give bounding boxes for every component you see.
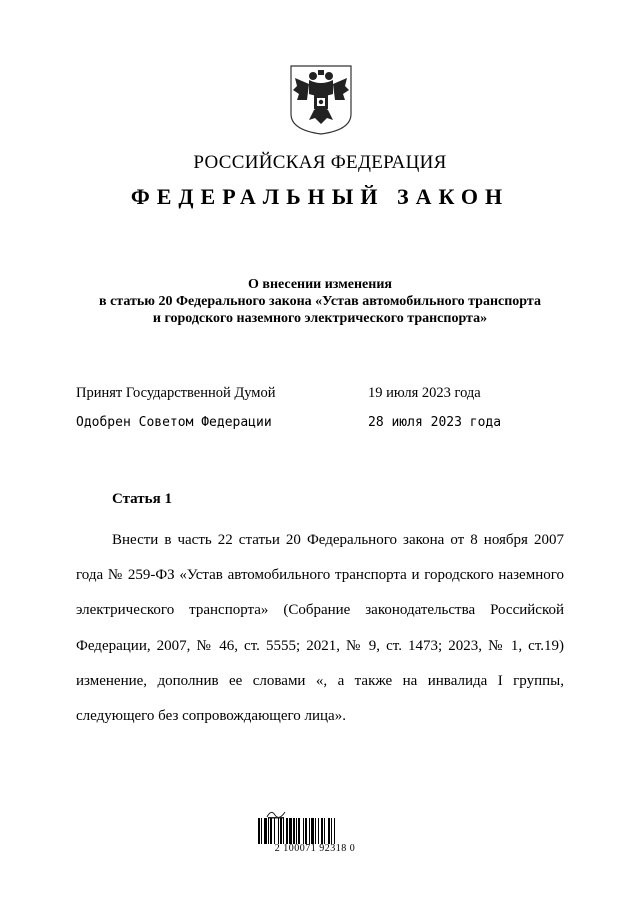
law-title-line: О внесении изменения xyxy=(248,277,392,292)
document-type: ФЕДЕРАЛЬНЫЙ ЗАКОН xyxy=(130,184,510,209)
council-approval-label: Одобрен Советом Федерации xyxy=(76,415,272,430)
law-title-line: и городского наземного электрического транспорта» xyxy=(152,311,488,326)
russian-coat-of-arms-icon xyxy=(289,64,353,136)
duma-adoption-label: Принят Государственной Думой xyxy=(76,385,276,401)
barcode-number: 2 100071 92318 0 xyxy=(274,843,356,854)
country-name: РОССИЙСКАЯ ФЕДЕРАЦИЯ xyxy=(193,152,447,173)
barcode-icon xyxy=(257,818,371,844)
law-title-line: в статью 20 Федерального закона «Устав автомобильного транспорта xyxy=(99,294,541,309)
article-body xyxy=(76,523,564,734)
duma-adoption-date: 19 июля 2023 года xyxy=(368,385,481,401)
law-title xyxy=(0,276,640,327)
article-heading: Статья 1 xyxy=(112,491,172,507)
article-paragraph: Внести в часть 22 статьи 20 Федерального закона от 8 ноября 2007 года № 259-ФЗ «Устав автомобильного транспорта и городского наземного электрического транспорта» (Собрание законодательства Российской Федерации, 2007, № 46, ст. 5555; 2021, № 9, ст. 1473; 2023, № 1, ст.19) изменение, дополнив ее словами «, а также на инвалида I группы, следующего без сопровождающего лица». xyxy=(76,532,564,725)
council-approval-date: 28 июля 2023 года xyxy=(368,415,502,430)
